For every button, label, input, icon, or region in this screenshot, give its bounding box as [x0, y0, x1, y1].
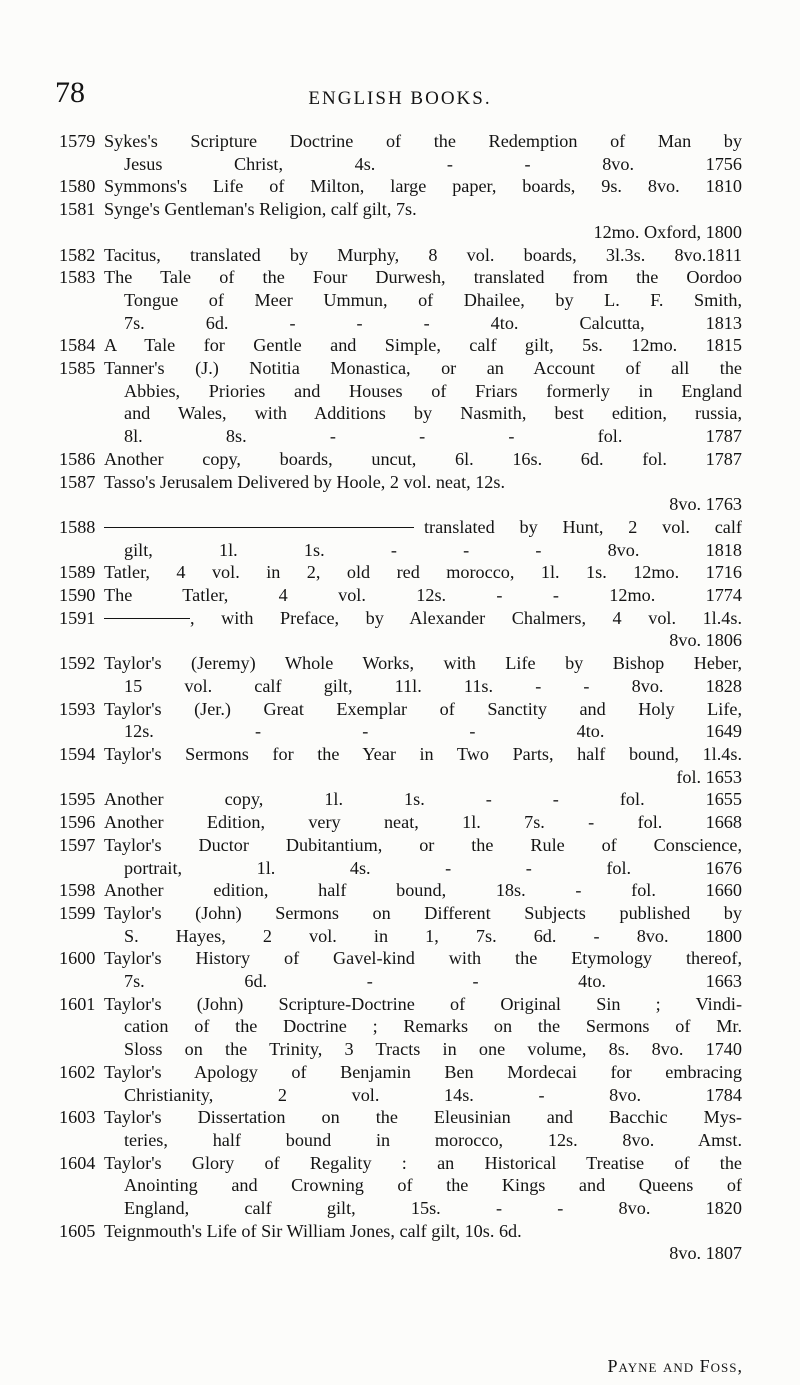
entry-number: 1595: [59, 789, 96, 810]
entry-line: Tacitus, translated by Murphy, 8 vol. boards, 3l.3s. 8vo.1811: [104, 244, 742, 265]
entry-line: Symmons's Life of Milton, large paper, boards, 9s. 8vo. 1810: [104, 176, 742, 197]
catalogue-entry: [0, 698, 800, 743]
entry-number: 1588: [59, 516, 96, 537]
entry-line: Taylor's Ductor Dubitantium, or the Rule of Conscience,: [104, 834, 742, 855]
entry-line: cation of the Doctrine ; Remarks on the Sermons of Mr.: [124, 1016, 742, 1037]
catalogue-entry: [0, 561, 800, 584]
entry-line: Another copy, 1l. 1s. - - fol. 1655: [104, 789, 742, 810]
entry-line: Tatler, 4 vol. in 2, old red morocco, 1l. 1s. 12mo. 1716: [104, 562, 742, 583]
catalogue-entry: [0, 516, 800, 561]
entry-line: Taylor's Glory of Regality : an Historical Treatise of the: [104, 1152, 742, 1173]
entry-line: [104, 516, 742, 539]
entry-line: Tanner's (J.) Notitia Monastica, or an Account of all the: [104, 358, 742, 379]
entry-line: 12s. - - - 4to. 1649: [124, 721, 742, 742]
entry-line: 8vo. 1807: [669, 1243, 742, 1264]
entry-line: 7s. 6d. - - - 4to. Calcutta, 1813: [124, 312, 742, 333]
entry-number: 1596: [59, 812, 96, 833]
entry-number: 1593: [59, 698, 96, 719]
entry-line: Tongue of Meer Ummun, of Dhailee, by L. F. Smith,: [124, 289, 742, 310]
catalogue-entry: [0, 834, 800, 879]
catalogue-entry: [0, 652, 800, 697]
catalogue-entry: [0, 175, 800, 198]
entry-number: 1591: [59, 607, 96, 628]
entry-line: Another copy, boards, uncut, 6l. 16s. 6d. fol. 1787: [104, 448, 742, 469]
catalogue-entry: [0, 130, 800, 175]
entry-number: 1605: [59, 1220, 96, 1241]
entry-line: Synge's Gentleman's Religion, calf gilt, 7s.: [104, 199, 417, 220]
printer-signature: Payne and Foss,: [607, 1356, 743, 1376]
entry-line: England, calf gilt, 15s. - - 8vo. 1820: [124, 1198, 742, 1219]
entry-line: 7s. 6d. - - 4to. 1663: [124, 971, 742, 992]
catalogue-entry: [0, 357, 800, 448]
catalogue-list: [0, 130, 800, 1265]
entry-number: 1590: [59, 585, 96, 606]
entry-line: Tasso's Jerusalem Delivered by Hoole, 2 vol. neat, 12s.: [104, 471, 506, 492]
catalogue-entry: [0, 244, 800, 267]
catalogue-entry: [0, 947, 800, 992]
entry-line: The Tale of the Four Durwesh, translated from the Oordoo: [104, 267, 742, 288]
entry-number: 1592: [59, 653, 96, 674]
entry-line: fol. 1653: [676, 766, 742, 787]
entry-line: Another edition, half bound, 18s. - fol. 1660: [104, 880, 742, 901]
entry-line: Taylor's (Jer.) Great Exemplar of Sanctity and Holy Life,: [104, 698, 742, 719]
entry-line: teries, half bound in morocco, 12s. 8vo. Amst.: [124, 1129, 742, 1150]
entry-number: 1602: [59, 1061, 96, 1082]
entry-number: 1580: [59, 176, 96, 197]
entry-line: The Tatler, 4 vol. 12s. - - 12mo. 1774: [104, 585, 742, 606]
entry-number: 1598: [59, 880, 96, 901]
entry-line-text: , with Preface, by Alexander Chalmers, 4 vol. 1l.4s.: [190, 607, 742, 628]
running-head: ENGLISH BOOKS.: [308, 88, 492, 109]
entry-line: and Wales, with Additions by Nasmith, best edition, russia,: [124, 403, 742, 424]
entry-line: Taylor's Dissertation on the Eleusinian and Bacchic Mys-: [104, 1107, 742, 1128]
entry-line: Abbies, Priories and Houses of Friars formerly in England: [124, 380, 742, 401]
catalogue-entry: [0, 993, 800, 1061]
catalogue-entry: [0, 788, 800, 811]
catalogue-entry: [0, 607, 800, 652]
entry-number: 1604: [59, 1152, 96, 1173]
catalogue-entry: [0, 471, 800, 516]
entry-line: [104, 607, 742, 630]
entry-line: 8l. 8s. - - - fol. 1787: [124, 426, 742, 447]
entry-number: 1597: [59, 834, 96, 855]
entry-number: 1589: [59, 562, 96, 583]
entry-line: Christianity, 2 vol. 14s. - 8vo. 1784: [124, 1084, 742, 1105]
catalogue-entry: [0, 448, 800, 471]
catalogue-entry: [0, 266, 800, 334]
catalogue-entry: [0, 1152, 800, 1220]
ditto-rule: [104, 618, 190, 619]
entry-number: 1600: [59, 948, 96, 969]
catalogue-entry: [0, 1061, 800, 1106]
entry-line: 15 vol. calf gilt, 11l. 11s. - - 8vo. 1828: [124, 675, 742, 696]
entry-line: portrait, 1l. 4s. - - fol. 1676: [124, 857, 742, 878]
entry-line: 8vo. 1806: [669, 630, 742, 651]
catalogue-entry: [0, 743, 800, 788]
entry-number: 1594: [59, 743, 96, 764]
catalogue-entry: [0, 1220, 800, 1265]
entry-number: 1599: [59, 902, 96, 923]
entry-number: 1587: [59, 471, 96, 492]
entry-line: 12mo. Oxford, 1800: [593, 221, 742, 242]
entry-number: 1583: [59, 267, 96, 288]
entry-line: Taylor's History of Gavel-kind with the Etymology thereof,: [104, 948, 742, 969]
ditto-rule: [104, 527, 414, 528]
entry-line: 8vo. 1763: [669, 494, 742, 515]
entry-number: 1586: [59, 448, 96, 469]
entry-line: Taylor's (Jeremy) Whole Works, with Life by Bishop Heber,: [104, 653, 742, 674]
entry-number: 1584: [59, 335, 96, 356]
catalogue-entry: [0, 1106, 800, 1151]
entry-line: Taylor's Sermons for the Year in Two Parts, half bound, 1l.4s.: [104, 743, 742, 764]
entry-line: Taylor's (John) Sermons on Different Subjects published by: [104, 902, 742, 923]
entry-number: 1585: [59, 358, 96, 379]
entry-number: 1601: [59, 993, 96, 1014]
entry-number: 1582: [59, 244, 96, 265]
entry-line: Teignmouth's Life of Sir William Jones, calf gilt, 10s. 6d.: [104, 1220, 522, 1241]
entry-line: Jesus Christ, 4s. - - 8vo. 1756: [124, 153, 742, 174]
entry-line: S. Hayes, 2 vol. in 1, 7s. 6d. - 8vo. 1800: [124, 925, 742, 946]
entry-line-text: translated by Hunt, 2 vol. calf: [424, 516, 742, 537]
catalogue-entry: [0, 902, 800, 947]
entry-line: Anointing and Crowning of the Kings and Queens of: [124, 1175, 742, 1196]
entry-number: 1579: [59, 131, 96, 151]
entry-line: Taylor's (John) Scripture-Doctrine of Original Sin ; Vindi-: [104, 993, 742, 1014]
entry-number: 1603: [59, 1107, 96, 1128]
entry-line: A Tale for Gentle and Simple, calf gilt, 5s. 12mo. 1815: [104, 335, 742, 356]
catalogue-entry: [0, 811, 800, 834]
catalogue-entry: [0, 198, 800, 243]
entry-line: Another Edition, very neat, 1l. 7s. - fol. 1668: [104, 812, 742, 833]
entry-number: 1581: [59, 199, 96, 220]
catalogue-entry: [0, 334, 800, 357]
page-number: 78: [55, 76, 85, 109]
entry-line: Taylor's Apology of Benjamin Ben Mordecai for embracing: [104, 1061, 742, 1082]
entry-line: gilt, 1l. 1s. - - - 8vo. 1818: [124, 539, 742, 560]
catalogue-entry: [0, 584, 800, 607]
catalogue-entry: [0, 879, 800, 902]
entry-line: Sykes's Scripture Doctrine of the Redemption of Man by: [104, 131, 742, 151]
entry-line: Sloss on the Trinity, 3 Tracts in one volume, 8s. 8vo. 1740: [124, 1039, 742, 1060]
